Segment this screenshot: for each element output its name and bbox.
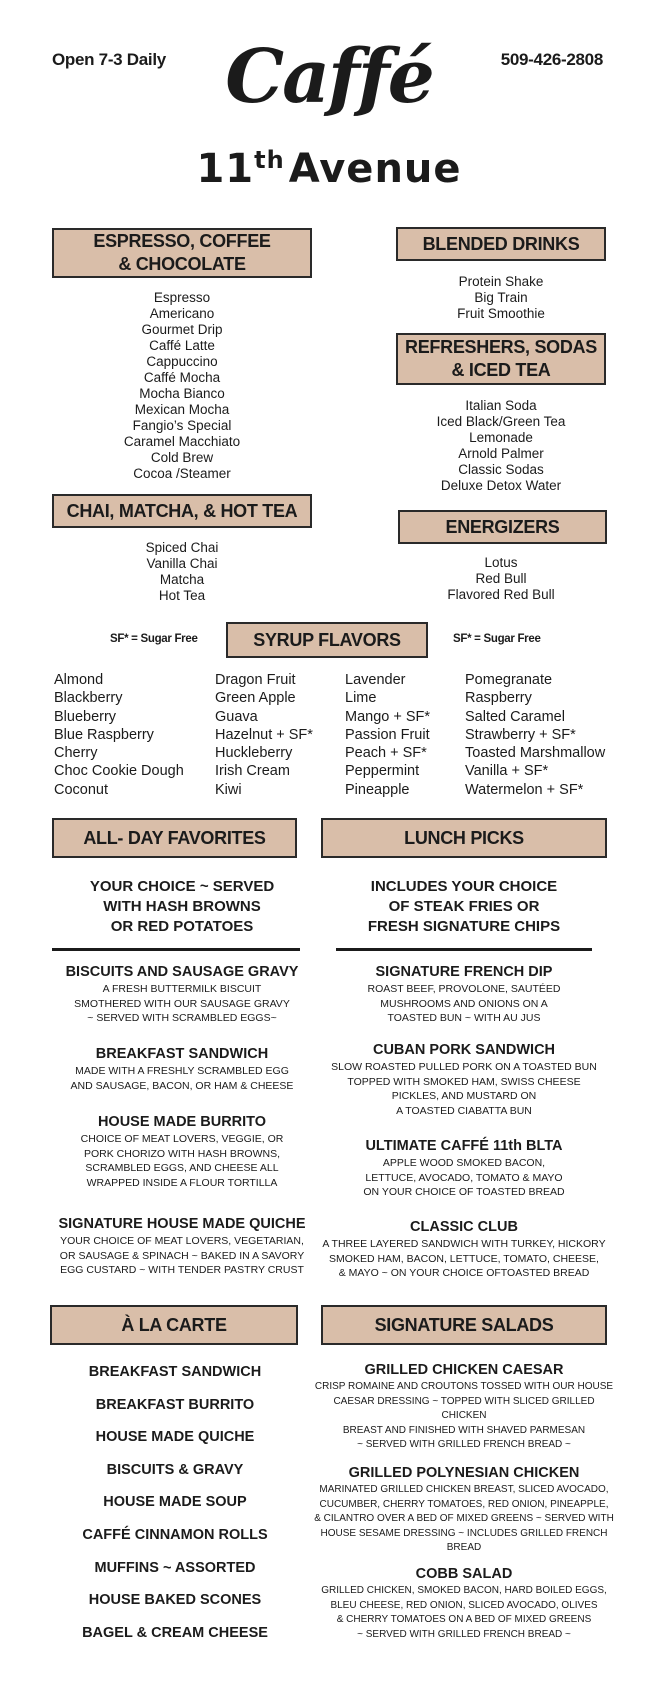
menu-item-biscuits <box>42 963 322 1026</box>
syrup-item: Blue Raspberry <box>54 726 154 743</box>
syrup-item: Peach + SF* <box>345 745 427 762</box>
menu-item-name: BISCUITS AND SAUSAGE GRAVY <box>65 964 299 980</box>
menu-item-desc: MARINATED GRILLED CHICKEN BREAST, SLICED AVOCADO, CUCUMBER, CHERRY TOMATOES, RED ONION, PINEAPPLE, & CILANTRO OVER A BED OF MIXED GREENS ~ SERVED WITH HOUSE SESAME DRESSING ~ INCLUDES GRILLED FRENCH BREAD <box>314 1484 614 1553</box>
syrup-item: Irish Cream <box>215 763 290 780</box>
menu-item-desc: APPLE WOOD SMOKED BACON, LETTUCE, AVOCADO, TOMATO & MAYO ON YOUR CHOICE OF TOASTED BREAD <box>363 1157 565 1198</box>
espresso-section-title: ESPRESSO, COFFEE & CHOCOLATE <box>52 228 312 278</box>
logo-script-text: Caffé <box>225 34 433 120</box>
lunch-section-title: LUNCH PICKS <box>321 818 607 858</box>
syrup-item: Kiwi <box>215 781 242 798</box>
menu-item-desc: A FRESH BUTTERMILK BISCUIT SMOTHERED WITH OUR SAUSAGE GRAVY ~ SERVED WITH SCRAMBLED EGGS~ <box>74 983 290 1024</box>
list-item: Espresso <box>153 290 211 305</box>
all-day-intro: YOUR CHOICE ~ SERVED WITH HASH BROWNS OR RED POTATOES <box>89 878 275 935</box>
menu-item-desc: GRILLED CHICKEN, SMOKED BACON, HARD BOILED EGGS, BLEU CHEESE, RED ONION, SLICED AVOCADO, OLIVES & CHERRY TOMATOES ON A BED OF MIXED GREENS ~ SERVED WITH GRILLED FRENCH BREAD ~ <box>321 1585 607 1640</box>
syrup-item: Choc Cookie Dough <box>54 763 184 780</box>
syrup-column-1 <box>54 671 184 799</box>
blended-list <box>401 274 601 322</box>
menu-item-name: SIGNATURE FRENCH DIP <box>375 964 553 980</box>
list-item: BAGEL & CREAM CHEESE <box>82 1624 268 1641</box>
syrup-item: Blueberry <box>54 708 117 725</box>
syrup-item: Lavender <box>345 672 406 688</box>
syrup-item: Guava <box>215 708 258 725</box>
sugar-free-note-right: SF* = Sugar Free <box>453 633 541 645</box>
menu-item-name: GRILLED POLYNESIAN CHICKEN <box>348 1465 580 1481</box>
syrup-item: Hazelnut + SF* <box>215 726 313 743</box>
list-item: Gourmet Drip <box>141 322 223 337</box>
all-day-section-title: ALL- DAY FAVORITES <box>52 818 297 858</box>
list-item: HOUSE MADE QUICHE <box>95 1429 255 1446</box>
menu-item-name: HOUSE MADE BURRITO <box>97 1114 267 1130</box>
list-item: Americano <box>149 306 215 321</box>
menu-item-name: COBB SALAD <box>415 1566 513 1582</box>
list-item: BISCUITS & GRAVY <box>106 1461 244 1478</box>
phone-number[interactable]: 509-426-2808 <box>500 50 603 69</box>
syrup-item: Blackberry <box>54 690 123 707</box>
logo-suffix: th <box>254 146 285 174</box>
list-item: Cappuccino <box>146 354 218 369</box>
menu-item-desc: ROAST BEEF, PROVOLONE, SAUTÉED MUSHROOMS AND ONIONS ON A TOASTED BUN ~ WITH AU JUS <box>367 983 561 1024</box>
syrup-item: Vanilla + SF* <box>465 763 549 780</box>
menu-item-cuban-pork <box>318 1041 610 1118</box>
list-item: Deluxe Detox Water <box>440 478 562 493</box>
syrup-item: Huckleberry <box>215 745 293 762</box>
menu-item-cobb-salad <box>314 1565 614 1642</box>
syrup-item: Watermelon + SF* <box>465 781 584 798</box>
syrup-item: Green Apple <box>215 690 296 707</box>
syrup-item: Lime <box>345 690 377 707</box>
menu-item-name: CUBAN PORK SANDWICH <box>372 1042 556 1058</box>
syrup-item: Toasted Marshmallow <box>465 745 606 762</box>
list-item: Lotus <box>484 555 518 570</box>
a-la-carte-section-title: À LA CARTE <box>50 1305 298 1345</box>
list-item: Fangio’s Special <box>132 418 232 433</box>
list-item: Vanilla Chai <box>146 556 218 571</box>
menu-item-classic-club <box>318 1218 610 1281</box>
list-item: Protein Shake <box>458 274 544 289</box>
menu-item-desc: YOUR CHOICE OF MEAT LOVERS, VEGETARIAN, OR SAUSAGE & SPINACH ~ BAKED IN A SAVORY EGG CUSTARD ~ WITH TENDER PASTRY CRUST <box>59 1235 305 1276</box>
syrup-column-2 <box>215 671 313 799</box>
syrup-item: Dragon Fruit <box>215 672 296 688</box>
list-item: HOUSE MADE SOUP <box>103 1494 247 1511</box>
salads-section-title: SIGNATURE SALADS <box>321 1305 607 1345</box>
list-item: BREAKFAST SANDWICH <box>88 1364 262 1380</box>
list-item: Lemonade <box>469 430 533 445</box>
section-divider <box>52 948 300 951</box>
list-item: MUFFINS ~ ASSORTED <box>94 1559 256 1576</box>
list-item: HOUSE BAKED SCONES <box>88 1592 262 1609</box>
menu-item-desc: CHOICE OF MEAT LOVERS, VEGGIE, OR PORK CHORIZO WITH HASH BROWNS, SCRAMBLED EGGS, AND CHEESE ALL WRAPPED INSIDE A FLOUR TORTILLA <box>80 1133 284 1189</box>
list-item: Hot Tea <box>158 588 206 603</box>
syrup-item: Mango + SF* <box>345 708 431 725</box>
syrup-column-4 <box>465 671 605 799</box>
espresso-list <box>82 290 282 482</box>
refreshers-list <box>401 398 601 494</box>
menu-item-name: BREAKFAST SANDWICH <box>95 1046 269 1062</box>
list-item: Cold Brew <box>150 450 214 465</box>
list-item: BREAKFAST BURRITO <box>95 1396 255 1413</box>
menu-item-desc: A THREE LAYERED SANDWICH WITH TURKEY, HICKORY SMOKED HAM, BACON, LETTUCE, TOMATO, CHEESE, & MAYO ~ ON YOUR CHOICE OFTOASTED BREAD <box>322 1238 606 1279</box>
list-item: Classic Sodas <box>458 462 544 477</box>
a-la-carte-list <box>52 1356 298 1649</box>
menu-item-name: ULTIMATE CAFFÉ 11th BLTA <box>365 1138 563 1154</box>
syrup-item: Peppermint <box>345 763 420 780</box>
hours-text: Open 7-3 Daily <box>52 50 166 69</box>
menu-item-desc: MADE WITH A FRESHLY SCRAMBLED EGG AND SAUSAGE, BACON, OR HAM & CHEESE <box>70 1065 294 1092</box>
syrup-section-title: SYRUP FLAVORS <box>226 622 428 658</box>
logo-street: Avenue <box>288 146 462 192</box>
menu-item-chicken-caesar <box>314 1361 614 1453</box>
list-item: CAFFÉ CINNAMON ROLLS <box>82 1526 268 1543</box>
list-item: Caffé Latte <box>149 338 215 353</box>
list-item: Mocha Bianco <box>139 386 225 401</box>
list-item: Italian Soda <box>465 398 537 413</box>
refreshers-section-title: REFRESHERS, SODAS & ICED TEA <box>396 333 606 385</box>
logo-number: 11 <box>196 146 255 192</box>
sugar-free-note-left: SF* = Sugar Free <box>110 633 198 645</box>
syrup-column-3 <box>345 671 430 799</box>
list-item: Caffé Mocha <box>143 370 221 385</box>
lunch-intro: INCLUDES YOUR CHOICE OF STEAK FRIES OR FRESH SIGNATURE CHIPS <box>367 878 561 935</box>
syrup-item: Almond <box>54 672 104 688</box>
chai-list <box>82 540 282 604</box>
syrup-item: Passion Fruit <box>345 726 430 743</box>
blended-section-title: BLENDED DRINKS <box>396 227 606 261</box>
menu-item-quiche <box>42 1215 322 1278</box>
menu-item-burrito <box>42 1113 322 1190</box>
list-item: Red Bull <box>475 571 527 586</box>
menu-item-breakfast-sandwich <box>42 1045 322 1093</box>
menu-item-desc: SLOW ROASTED PULLED PORK ON A TOASTED BUN TOPPED WITH SMOKED HAM, SWISS CHEESE PICKLES, AND MUSTARD ON A TOASTED CIABATTA BUN <box>331 1061 597 1117</box>
syrup-item: Cherry <box>54 745 98 762</box>
list-item: Caramel Macchiato <box>123 434 241 449</box>
menu-item-desc: CRISP ROMAINE AND CROUTONS TOSSED WITH OUR HOUSE CAESAR DRESSING ~ TOPPED WITH SLICED GRILLED CHICKEN BREAST AND FINISHED WITH SHAVED PARMESAN ~ SERVED WITH GRILLED FRENCH BREAD ~ <box>314 1381 614 1450</box>
energizers-list <box>401 555 601 603</box>
syrup-item: Raspberry <box>465 690 532 707</box>
syrup-item: Salted Caramel <box>465 708 565 725</box>
list-item: Spiced Chai <box>145 540 219 555</box>
list-item: Fruit Smoothie <box>457 306 545 321</box>
syrup-item: Pomegranate <box>465 672 553 688</box>
list-item: Mexican Mocha <box>134 402 230 417</box>
list-item: Matcha <box>159 572 205 587</box>
menu-item-polynesian-chicken <box>314 1464 614 1556</box>
syrup-item: Coconut <box>54 781 109 798</box>
menu-item-name: SIGNATURE HOUSE MADE QUICHE <box>58 1216 306 1232</box>
list-item: Big Train <box>474 290 528 305</box>
section-divider <box>336 948 592 951</box>
chai-section-title: CHAI, MATCHA, & HOT TEA <box>52 494 312 528</box>
syrup-item: Strawberry + SF* <box>465 726 576 743</box>
syrup-item: Pineapple <box>345 781 410 798</box>
list-item: Arnold Palmer <box>458 446 544 461</box>
menu-item-blta <box>318 1137 610 1200</box>
energizers-section-title: ENERGIZERS <box>398 510 607 544</box>
logo-street-text <box>0 146 658 192</box>
list-item: Iced Black/Green Tea <box>436 414 566 429</box>
list-item: Cocoa /Steamer <box>133 466 231 481</box>
menu-item-name: GRILLED CHICKEN CAESAR <box>364 1362 564 1378</box>
menu-item-name: CLASSIC CLUB <box>410 1219 518 1235</box>
list-item: Flavored Red Bull <box>447 587 555 602</box>
menu-item-french-dip <box>318 963 610 1026</box>
